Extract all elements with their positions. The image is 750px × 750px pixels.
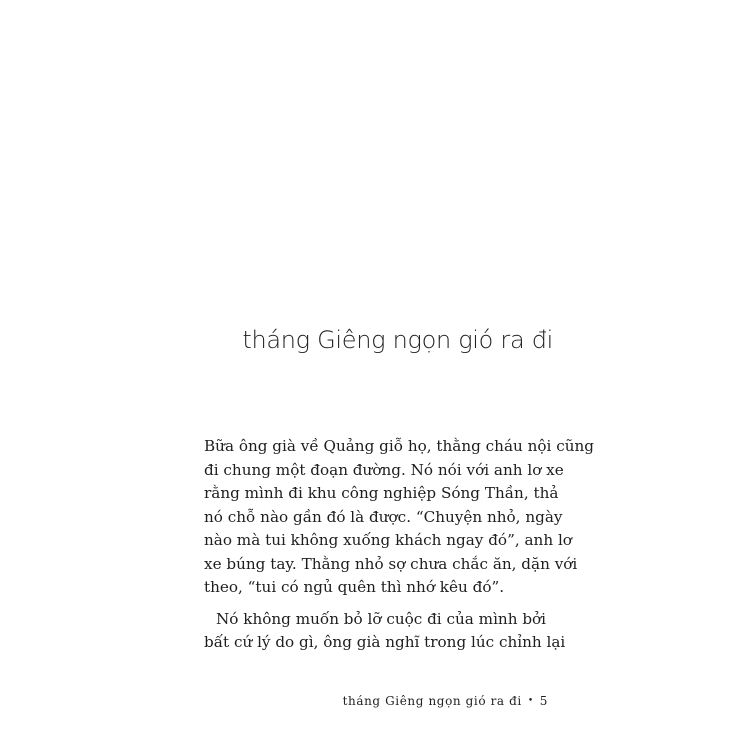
text-line: nào mà tui không xuống khách ngay đó”, anh lơ [204,531,572,549]
body-text [204,435,595,655]
page-number: 5 [539,694,548,708]
footer-separator: • [527,696,534,706]
text-line: Bữa ông già về Quảng giỗ họ, thằng cháu nội cũng [204,437,595,455]
text-line: xe búng tay. Thằng nhỏ sợ chưa chắc ăn, dặn với [204,554,578,573]
text-line: theo, “tui có ngủ quên thì nhớ kêu đó”. [204,578,505,596]
footer-running-title: tháng Giêng ngọn gió ra đi [342,694,522,708]
chapter-title: tháng Giêng ngọn gió ra đi [242,326,553,354]
text-line: đi chung một đoạn đường. Nó nói với anh lơ xe [204,460,564,479]
text-line: nó chỗ nào gần đó là được. “Chuyện nhỏ, ngày [204,507,563,526]
text-line: Nó không muốn bỏ lỡ cuộc đi của mình bởi [216,609,547,628]
text-line: rằng mình đi khu công nghiệp Sóng Thần, thả [204,484,559,502]
running-footer [343,694,548,708]
paragraph [204,608,566,655]
paragraph [204,435,595,600]
text-line: bất cứ lý do gì, ông già nghĩ trong lúc chỉnh lại [204,633,566,651]
